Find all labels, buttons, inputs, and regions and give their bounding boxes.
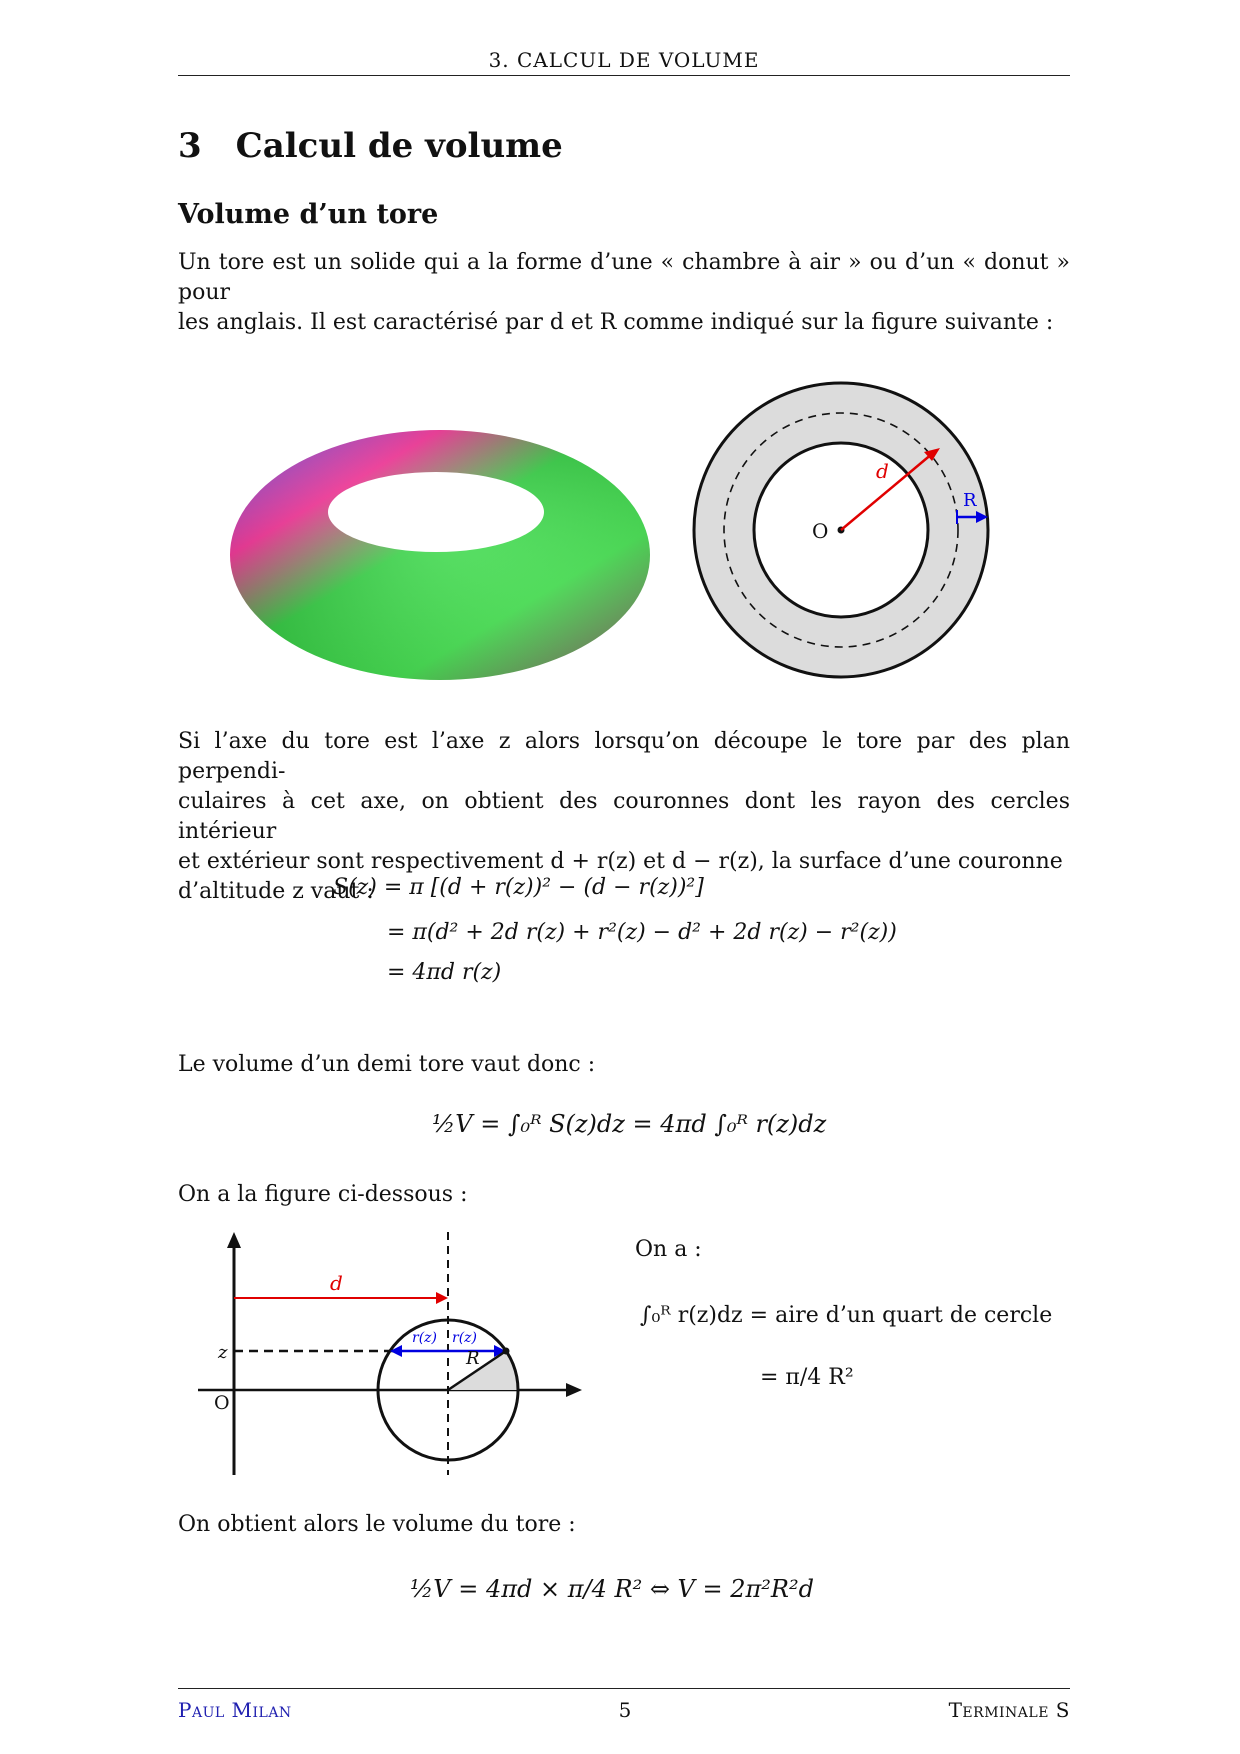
- intro-line-2: les anglais. Il est caractérisé par d et R comme indiqué sur la figure suivante :: [178, 310, 1054, 335]
- side-title: On a :: [635, 1237, 702, 1262]
- para2-line-3: et extérieur sont respectivement d + r(z) et d − r(z), la surface d’une couronne: [178, 849, 1063, 874]
- equation-volume: ½V = 4πd × π/4 R² ⇔ V = 2π²R²d: [410, 1575, 814, 1603]
- label-R: R: [963, 490, 977, 511]
- label-d: d: [876, 459, 889, 483]
- torus-3d-image: [230, 430, 650, 680]
- section-title: Calcul de volume: [235, 126, 563, 166]
- side-equation-line-1: ∫₀ᴿ r(z)dz = aire d’un quart de cercle: [640, 1303, 1053, 1328]
- label-d: d: [330, 1271, 343, 1295]
- page-number: 5: [618, 1698, 632, 1722]
- intro-paragraph: [178, 248, 1070, 338]
- paragraph-3: Le volume d’un demi tore vaut donc :: [178, 1052, 596, 1077]
- para2-line-1: Si l’axe du tore est l’axe z alors lorsqu’on découpe le tore par des plan perpendi-: [178, 729, 1070, 784]
- running-header: 3. CALCUL DE VOLUME: [488, 48, 760, 72]
- label-O: O: [812, 519, 829, 543]
- equation-S-line-2: = π(d² + 2d r(z) + r²(z) − d² + 2d r(z) − r²(z)): [387, 920, 897, 945]
- label-R: R: [466, 1348, 480, 1369]
- paragraph-5: On obtient alors le volume du tore :: [178, 1512, 576, 1537]
- label-z: z: [218, 1342, 228, 1363]
- para2-line-4: d’altitude z vaut :: [178, 879, 374, 904]
- section-number: 3: [178, 126, 202, 166]
- equation-half-volume: ½V = ∫₀ᴿ S(z)dz = 4πd ∫₀ᴿ r(z)dz: [432, 1110, 827, 1138]
- intro-line-1: Un tore est un solide qui a la forme d’une « chambre à air » ou d’un « donut » pour: [178, 250, 1070, 305]
- torus-figure: [200, 340, 1000, 700]
- equation-S-line-3: = 4πd r(z): [387, 960, 502, 985]
- cross-section-figure: [190, 1220, 590, 1480]
- label-rz-left: r(z): [412, 1330, 437, 1346]
- label-O: O: [214, 1392, 230, 1414]
- footer-rule: [178, 1688, 1070, 1689]
- label-rz-right: r(z): [452, 1330, 477, 1346]
- equation-S-line-1: S(z) = π [(d + r(z))² − (d − r(z))²]: [333, 875, 704, 900]
- subsection-heading: [178, 199, 438, 230]
- torus-cross-section: [694, 383, 988, 677]
- footer-class: Terminale S: [948, 1698, 1070, 1722]
- paragraph-4: On a la figure ci-dessous :: [178, 1182, 468, 1207]
- header-rule: [178, 75, 1070, 76]
- subsection-title: Volume d’un tore: [178, 199, 439, 230]
- section-heading: [178, 126, 563, 166]
- footer-author: Paul Milan: [178, 1698, 292, 1722]
- para2-line-2: culaires à cet axe, on obtient des couronnes dont les rayon des cercles intérieur: [178, 789, 1070, 844]
- side-equation-line-2: = π/4 R²: [760, 1365, 854, 1390]
